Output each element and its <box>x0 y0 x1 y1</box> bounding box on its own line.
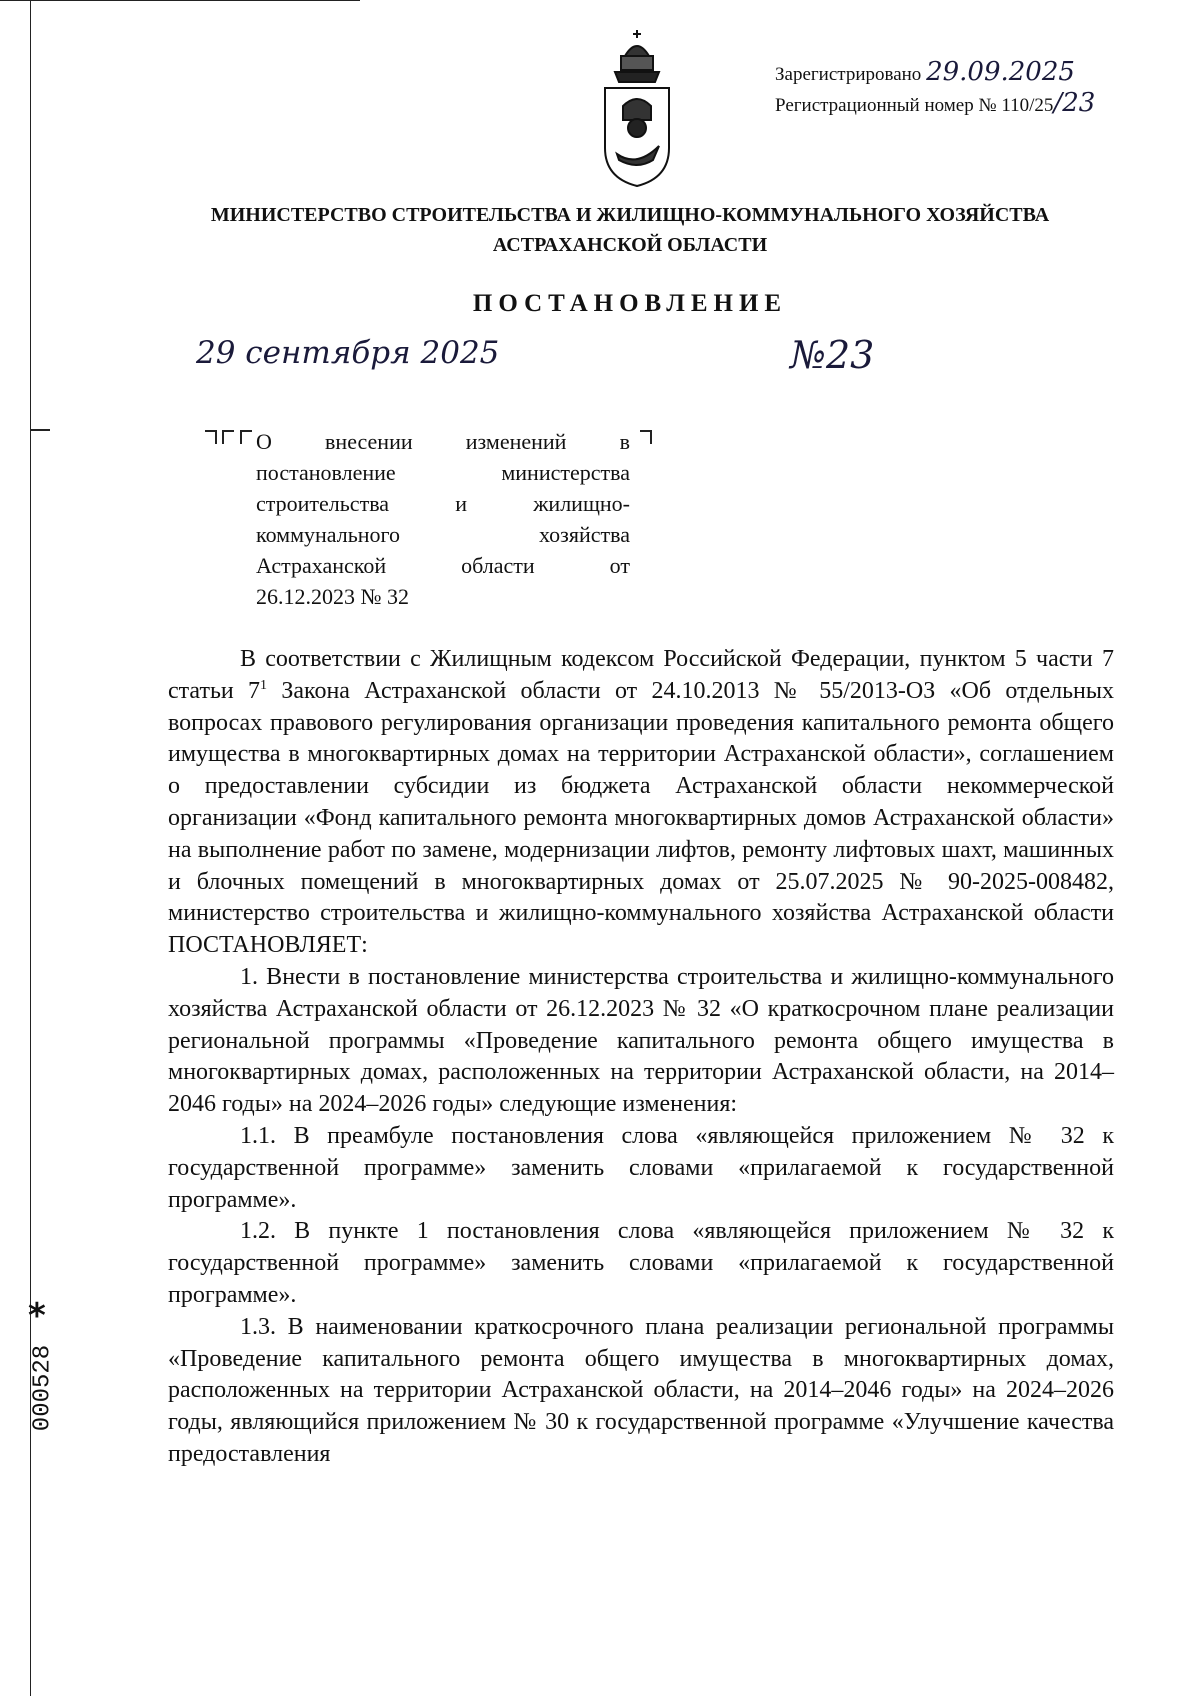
body-paragraph-1-1: 1.1. В преамбуле постановления слова «являющейся приложением № 32 к государственной программе» заменить словами «прилагаемой к государственной программе». <box>168 1122 1114 1213</box>
preamble-text-a: В соответствии с Жилищным кодексом Российской Федерации, пунктом 5 части 7 статьи 7 <box>168 646 1114 704</box>
document-date-handwritten: 29 сентября 2025 <box>196 335 500 371</box>
margin-code <box>28 1318 58 1458</box>
corner-mark <box>240 430 252 444</box>
coat-of-arms-emblem <box>595 28 679 188</box>
margin-asterisk: * <box>28 1296 46 1336</box>
registered-date-handwritten: 29.09.2025 <box>926 57 1075 87</box>
preamble-text-b: Закона Астраханской области от 24.10.2013 № 55/2013-ОЗ «Об отдельных вопросах правового регулирования организации проведения капитального ремонта общего имущества в многоквартирных домах на территории Астраханской области», соглашением о предоставлении субсидии из бюджета Астраханской области некоммерческой организации «Фонд капитального ремонта многоквартирных домов Астраханской области» на выполнение работ по замене, модернизации лифтов, ремонту лифтовых шахт, машинных и блочных помещений в многоквартирных домах от 25.07.2025 № 90-2025-008482, министерство строительства и жилищно-коммунального хозяйства Астраханской области ПОСТАНОВЛЯЕТ: <box>168 677 1115 959</box>
document-body <box>168 644 1114 1471</box>
body-paragraph-preamble <box>168 644 1114 962</box>
number-underline <box>0 0 360 1</box>
body-paragraph-1-2: 1.2. В пункте 1 постановления слова «являющейся приложением № 32 к государственной программе» заменить словами «прилагаемой к государственной программе». <box>168 1218 1114 1308</box>
registration-number-label: Регистрационный номер № 110/25 <box>775 95 1054 116</box>
document-subject: О внесении изменений в постановление министерства строительства и жилищно-коммунального хозяйства Астраханской области от <box>256 429 630 578</box>
registration-number-line <box>775 89 1095 120</box>
ministry-title <box>160 200 1100 260</box>
document-number-handwritten: №23 <box>790 333 875 377</box>
corner-mark <box>640 430 652 444</box>
ministry-title-line1: МИНИСТЕРСТВО СТРОИТЕЛЬСТВА И ЖИЛИЩНО-КОММУНАЛЬНОГО ХОЗЯЙСТВА <box>210 204 1050 226</box>
corner-mark <box>222 430 234 444</box>
scan-edge-tick <box>30 429 50 431</box>
margin-code-text: 000528 <box>29 1344 57 1432</box>
ministry-title-line2: АСТРАХАНСКОЙ ОБЛАСТИ <box>492 234 768 256</box>
body-paragraph-1-3: 1.3. В наименовании краткосрочного плана реализации региональной программы «Проведение капитального ремонта общего имущества в многоквартирных домах, расположенных на территории Астраханской области, на 2014–2046 годы» на 2024–2026 годы, являющийся приложением № 30 к государственной программе «Улучшение качества предоставления <box>168 1313 1114 1467</box>
registration-stamp <box>775 58 1095 120</box>
preamble-superscript: 1 <box>260 677 268 693</box>
registered-label: Зарегистрировано <box>775 64 922 85</box>
document-subject-last-line: 26.12.2023 № 32 <box>256 584 409 609</box>
document-type: ПОСТАНОВЛЕНИЕ <box>472 290 788 317</box>
registration-number-suffix: /23 <box>1053 88 1096 118</box>
corner-mark <box>205 430 217 444</box>
body-paragraph-1: 1. Внести в постановление министерства строительства и жилищно-коммунального хозяйства Астраханской области от 26.12.2023 № 32 «О краткосрочном плане реализации региональной программы «Проведение капитального ремонта общего имущества в многоквартирных домах, расположенных на территории Астраханской области, на 2014–2046 годы» на 2024–2026 годы» следующие изменения: <box>168 963 1114 1118</box>
registration-line <box>775 58 1095 89</box>
